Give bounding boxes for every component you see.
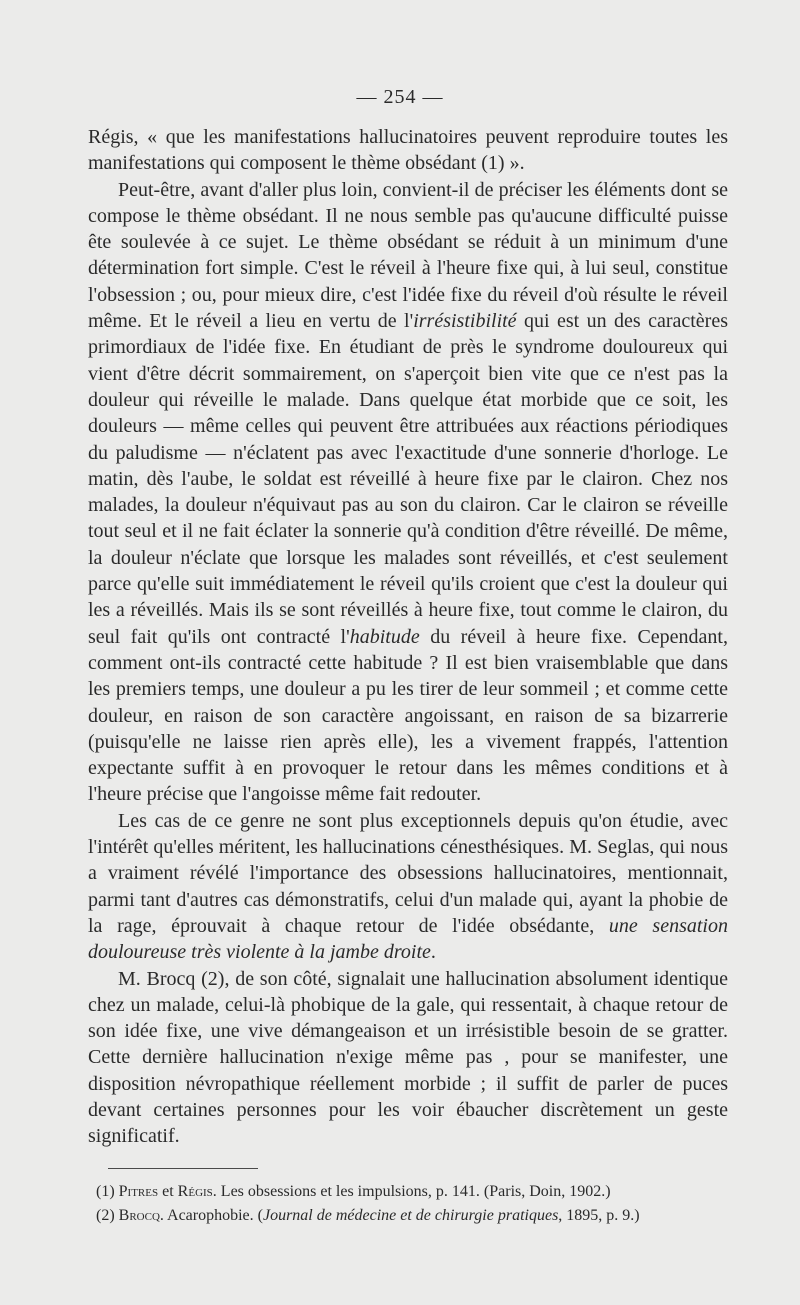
author-name: Régis xyxy=(177,1183,213,1200)
text-run: et xyxy=(158,1183,178,1200)
footnote-divider xyxy=(108,1168,258,1169)
text-run: (1) xyxy=(96,1183,119,1200)
text-run: . Acarophobie. ( xyxy=(159,1207,263,1224)
text-run: M. Brocq (2), de son côté, signalait une hallucination absolument identique chez un malade, celui-là phobique de la gale, qui ressentait, à chaque retour de son idée fixe, une vive démangeaison et un irrésistible besoin de se gratter. Cette dernière hallucination n'exige même pas , pour se manifester, une disposition névropathique réellement morbide ; il suffit de parler de puces devant certaines personnes pour les voir ébaucher discrètement un geste significatif. xyxy=(88,967,728,1148)
body-text xyxy=(88,124,728,1150)
author-name: Pitres xyxy=(118,1183,159,1200)
footnote xyxy=(96,1180,746,1204)
text-run: . Les obsessions et les impulsions, p. 141. (Paris, Doin, 1902.) xyxy=(212,1183,611,1200)
italic-text: irrésistibilité xyxy=(413,310,517,333)
text-run: (2) xyxy=(96,1207,119,1224)
text-run: Les cas de ce genre ne sont plus exceptionnels depuis qu'on étudie, avec l'intérêt qu'elles méritent, les hallucinations cénesthésiques. M. Seglas, qui nous a vraiment révélé l'importance des obsessions hallucinatoires, mentionnait, parmi tant d'autres cas démonstratifs, celui d'un malade qui, ayant la phobie de la rage, éprouvait à chaque retour de l'idée obsédante, xyxy=(88,809,728,937)
text-run: qui est un des caractères primordiaux de l'idée fixe. En étudiant de près le syndrome douloureux qui vient d'être décrit sommairement, on s'aperçoit bien vite que ce n'est pas la douleur qui réveille le malade. Dans quelque état morbide que ce soit, les douleurs — même celles qui peuvent être attribuées aux réactions périodiques du paludisme — n'éclatent pas avec l'exactitude d'une sonnerie d'horloge. Le matin, dès l'aube, le soldat est réveillé à heure fixe par le clairon. Chez nos malades, la douleur n'équivaut pas au son du clairon. Car le clairon se réveille tout seul et il ne fait éclater la sonnerie qu'à condition d'être réveillé. De même, la douleur n'éclate que lorsque les malades sont réveillés, et c'est seulement parce qu'elle suit immédiatement le réveil qu'ils croient que c'est la douleur qui les a réveillés. Mais ils se sont réveillés à heure fixe, tout comme le clairon, du seul fait qu'ils ont contracté l' xyxy=(88,310,728,648)
author-name: Brocq xyxy=(118,1207,160,1224)
text-run: , 1895, p. 9.) xyxy=(558,1207,640,1224)
italic-text: habitude xyxy=(349,625,420,648)
paragraph xyxy=(88,808,728,966)
text-run: Peut-être, avant d'aller plus loin, convient-il de préciser les éléments dont se compose le thème obsédant. Il ne nous semble pas qu'aucune difficulté puisse ête soulevée à ce sujet. Le thème obsédant se réduit à un minimum d'une détermination fort simple. C'est le réveil à l'heure fixe qui, à lui seul, constitue l'obsession ; ou, pour mieux dire, c'est l'idée fixe du réveil d'où résulte le réveil même. Et le réveil a lieu en vertu de l' xyxy=(88,178,728,333)
footnote xyxy=(96,1204,746,1228)
italic-text: une sensation douloureuse très violente à la jambe droite xyxy=(88,914,728,964)
text-run: . xyxy=(430,941,436,964)
footnotes xyxy=(96,1180,746,1228)
paragraph xyxy=(88,124,728,177)
italic-text: Journal de médecine et de chirurgie pratiques xyxy=(262,1207,559,1224)
paragraph xyxy=(88,177,728,808)
paragraph xyxy=(88,966,728,1150)
text-run: Régis, « que les manifestations hallucinatoires peuvent reproduire toutes les manifestations qui composent le thème obsédant (1) ». xyxy=(88,126,728,175)
page-number: — 254 — xyxy=(356,86,444,108)
text-run: du réveil à heure fixe. Cependant, comment ont-ils contracté cette habitude ? Il est bien vraisemblable que dans les premiers temps, une douleur a pu les tirer de leur sommeil ; et comme cette douleur, en raison de son caractère angoissant, en raison de sa bizarrerie (puisqu'elle ne laisse rien après elle), les a vivement frappés, l'attention expectante suffit à en provoquer le retour dans les mêmes conditions et à l'heure précise que l'angoisse même fait redouter. xyxy=(88,625,728,806)
